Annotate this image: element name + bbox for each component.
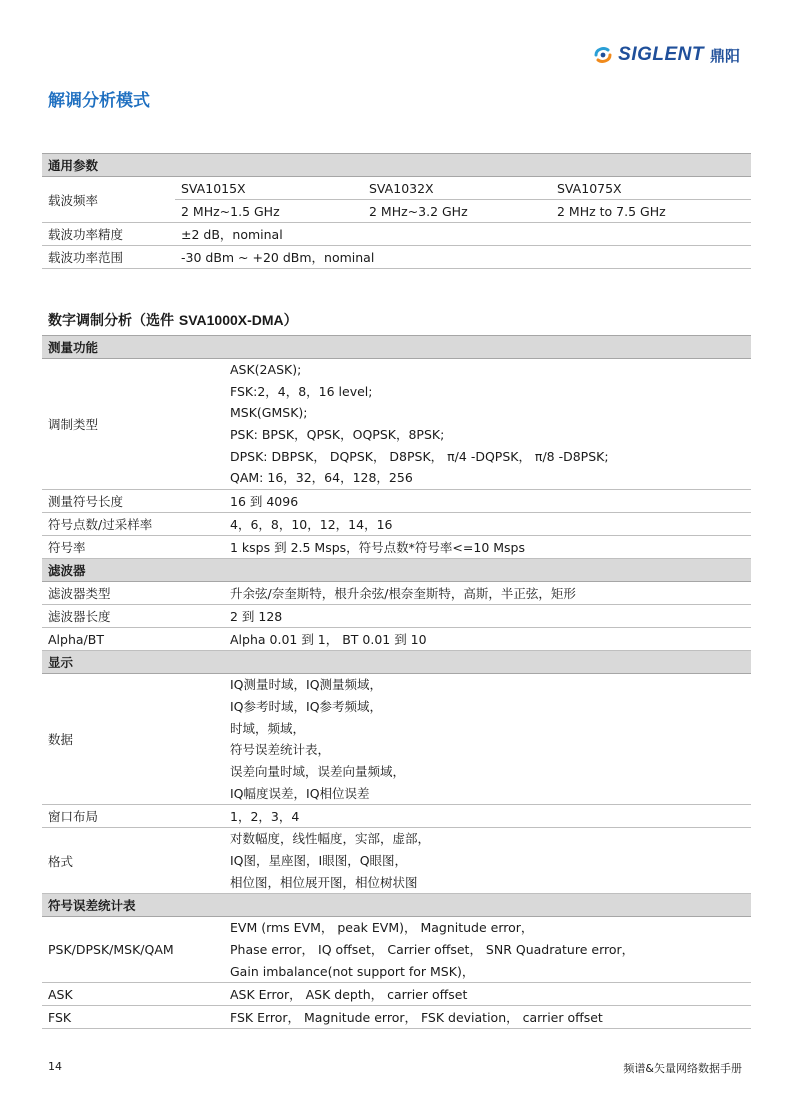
brand-name: SIGLENT	[618, 44, 704, 65]
text-line: 对数幅度，线性幅度，实部，虚部，	[230, 831, 431, 847]
row-value: ±2 dB，nominal	[175, 223, 751, 246]
text-line: EVM (rms EVM， peak EVM)， Magnitude error，	[230, 920, 534, 936]
text-line: MSK(GMSK);	[230, 405, 308, 421]
text-line: DPSK: DBPSK， DQPSK， D8PSK， π/4 -DQPSK， π/8 -D8PSK;	[230, 448, 609, 464]
window-layout-value: 1，2，3，4	[224, 805, 751, 828]
text-line: QAM: 16，32，64，128，256	[230, 470, 413, 486]
filter-header: 滤波器	[42, 559, 751, 582]
row-label: 测量符号长度	[42, 490, 224, 513]
row-label: ASK	[42, 983, 224, 1006]
carrier-freq-label: 载波频率	[42, 177, 175, 223]
digital-section-title	[48, 310, 298, 330]
row-label: 符号率	[42, 536, 224, 559]
siglent-swirl-icon	[592, 44, 614, 66]
row-value: 2 到 128	[224, 605, 751, 628]
text-line: Gain imbalance(not support for MSK)，	[230, 963, 475, 979]
row-value: 16 到 4096	[224, 490, 751, 513]
text-line: FSK:2，4，8，16 level;	[230, 383, 373, 399]
row-label: 滤波器类型	[42, 582, 224, 605]
text-line: IQ测量时域，IQ测量频域，	[230, 677, 383, 693]
row-label: FSK	[42, 1006, 224, 1029]
row-value: 4，6，8，10，12，14，16	[224, 513, 751, 536]
row-label: 符号点数/过采样率	[42, 513, 224, 536]
model-freq-range: 2 MHz~3.2 GHz	[369, 203, 468, 219]
text-line: IQ幅度误差，IQ相位误差	[230, 785, 370, 801]
format-label: 格式	[42, 828, 224, 894]
digital-mod-table	[42, 335, 751, 1029]
row-label: 滤波器长度	[42, 605, 224, 628]
footer-doc-title: 频谱&矢量网络数据手册	[623, 1062, 742, 1075]
title-end: ）	[283, 313, 298, 329]
mod-type-values	[224, 359, 751, 490]
general-header: 通用参数	[42, 154, 751, 177]
format-values	[224, 828, 751, 894]
page-number: 14	[48, 1060, 62, 1073]
general-params-table	[42, 153, 751, 269]
row-value: ASK Error， ASK depth， carrier offset	[224, 983, 751, 1006]
page-title: 解调分析模式	[48, 91, 150, 111]
title-option-code: SVA1000X-DMA	[178, 312, 284, 328]
mod-type-label: 调制类型	[42, 359, 224, 490]
display-header: 显示	[42, 651, 751, 674]
model-name: SVA1075X	[557, 180, 622, 196]
text-line: PSK: BPSK，QPSK，OQPSK，8PSK;	[230, 427, 445, 443]
psk-label: PSK/DPSK/MSK/QAM	[42, 917, 224, 983]
text-line: 误差向量时域，误差向量频域，	[230, 763, 406, 779]
data-label: 数据	[42, 674, 224, 805]
row-value: 升余弦/奈奎斯特，根升余弦/根奈奎斯特，高斯，半正弦，矩形	[224, 582, 751, 605]
window-layout-label: 窗口布局	[42, 805, 224, 828]
psk-values	[224, 917, 751, 983]
row-label: 载波功率精度	[42, 223, 175, 246]
siglent-logo	[592, 44, 740, 66]
text-line: Phase error， IQ offset， Carrier offset， SNR Quadrature error，	[230, 942, 635, 957]
brand-cn-name: 鼎阳	[709, 46, 740, 65]
data-values	[224, 674, 751, 805]
text-line: IQ参考时域，IQ参考频域，	[230, 698, 383, 714]
model-freq-range: 2 MHz to 7.5 GHz	[557, 203, 666, 219]
row-value: FSK Error， Magnitude error， FSK deviation， carrier offset	[224, 1006, 751, 1029]
title-cn: 数字调制分析（选件	[48, 313, 179, 329]
text-line: 符号误差统计表，	[230, 742, 331, 758]
row-value: Alpha 0.01 到 1， BT 0.01 到 10	[224, 628, 751, 651]
stats-header: 符号误差统计表	[42, 894, 751, 917]
text-line: ASK(2ASK);	[230, 362, 302, 377]
text-line: 相位图，相位展开图，相位树状图	[230, 874, 418, 890]
row-label: 载波功率范围	[42, 246, 175, 269]
model-freq-range: 2 MHz~1.5 GHz	[181, 203, 280, 219]
text-line: IQ图，星座图，I眼图，Q眼图，	[230, 852, 408, 868]
model-name: SVA1015X	[181, 180, 246, 196]
text-line: 时域，频域，	[230, 720, 306, 736]
model-name: SVA1032X	[369, 180, 434, 196]
row-value: -30 dBm ~ +20 dBm，nominal	[175, 246, 751, 269]
row-label: Alpha/BT	[42, 628, 224, 651]
measure-header: 测量功能	[42, 336, 751, 359]
row-value: 1 ksps 到 2.5 Msps，符号点数*符号率<=10 Msps	[224, 536, 751, 559]
